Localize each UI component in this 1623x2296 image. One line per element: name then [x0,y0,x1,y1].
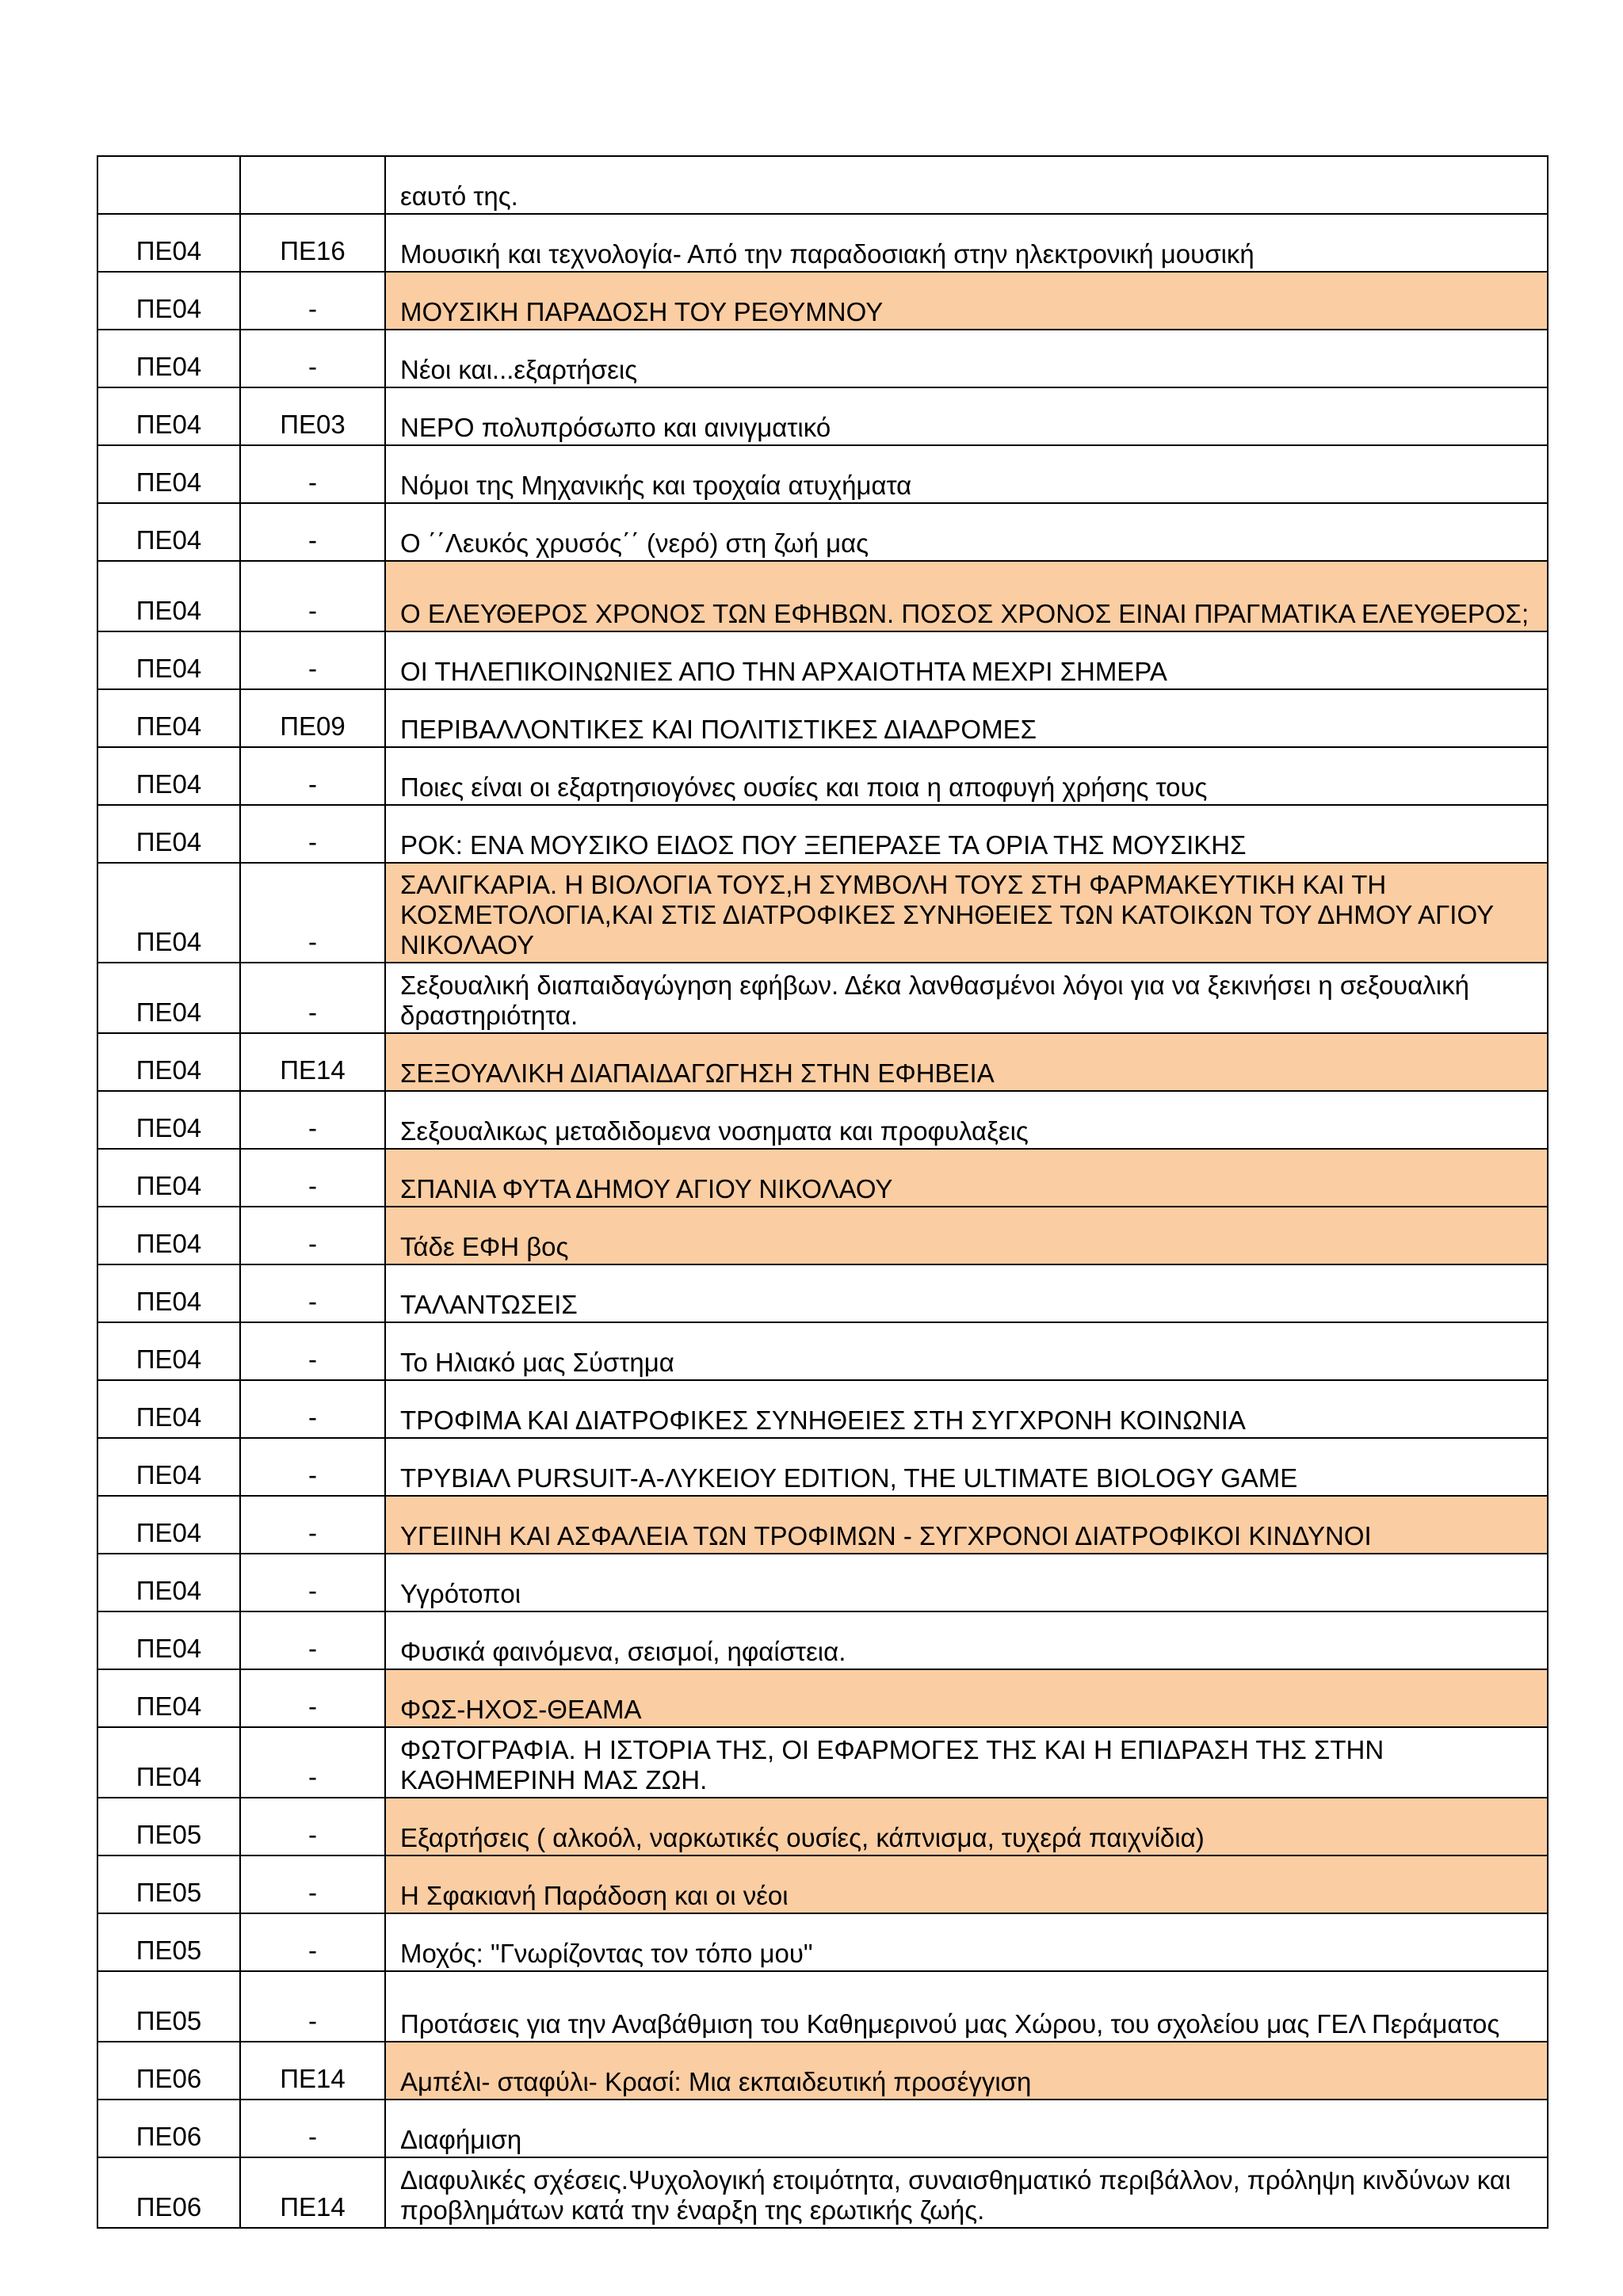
project-title-cell: Σεξουαλική διαπαιδαγώγηση εφήβων. Δέκα λανθασμένοι λόγοι για να ξεκινήσει η σεξουαλική δραστηριότητα. [385,963,1548,1033]
secondary-specialty-cell: - [240,963,385,1033]
project-title-cell: ΠΕΡΙΒΑΛΛΟΝΤΙΚΕΣ ΚΑΙ ΠΟΛΙΤΙΣΤΙΚΕΣ ΔΙΑΔΡΟΜΕΣ [385,689,1548,747]
table-row [97,1149,1548,1207]
secondary-specialty-cell: ΠΕ14 [240,1033,385,1091]
table-row [97,1091,1548,1149]
project-title-cell: ΤΑΛΑΝΤΩΣΕΙΣ [385,1264,1548,1322]
table-row [97,805,1548,863]
project-title-cell: Εξαρτήσεις ( αλκοόλ, ναρκωτικές ουσίες, κάπνισμα, τυχερά παιχνίδια) [385,1798,1548,1855]
secondary-specialty-cell: - [240,1554,385,1611]
secondary-specialty-cell: ΠΕ14 [240,2042,385,2100]
table-row [97,2157,1548,2228]
primary-specialty-cell: ΠΕ04 [97,1149,240,1207]
secondary-specialty-cell: - [240,1380,385,1438]
primary-specialty-cell: ΠΕ04 [97,503,240,561]
table-row [97,1496,1548,1554]
primary-specialty-cell: ΠΕ04 [97,747,240,805]
secondary-specialty-cell: - [240,1913,385,1971]
table-row [97,1554,1548,1611]
table-body [97,156,1548,2228]
table-row [97,1322,1548,1380]
table-row [97,863,1548,963]
table-row [97,631,1548,689]
project-title-cell: ΣΕΞΟΥΑΛΙΚΗ ΔΙΑΠΑΙΔΑΓΩΓΗΣΗ ΣΤΗΝ ΕΦΗΒΕΙΑ [385,1033,1548,1091]
project-title-cell: ΜΟΥΣΙΚΗ ΠΑΡΑΔΟΣΗ ΤΟΥ ΡΕΘΥΜΝΟΥ [385,272,1548,330]
secondary-specialty-cell: - [240,863,385,963]
secondary-specialty-cell: - [240,805,385,863]
table-row [97,156,1548,214]
table-row [97,387,1548,445]
secondary-specialty-cell: - [240,445,385,503]
primary-specialty-cell: ΠΕ04 [97,214,240,272]
project-title-cell: Το Ηλιακό μας Σύστημα [385,1322,1548,1380]
project-title-cell: Ποιες είναι οι εξαρτησιογόνες ουσίες και ποια η αποφυγή χρήσης τους [385,747,1548,805]
table-row [97,1438,1548,1496]
project-title-cell: ΝΕΡΟ πολυπρόσωπο και αινιγματικό [385,387,1548,445]
project-title-cell: ΦΩΤΟΓΡΑΦΙΑ. Η ΙΣΤΟΡΙΑ ΤΗΣ, ΟΙ ΕΦΑΡΜΟΓΕΣ ΤΗΣ ΚΑΙ Η ΕΠΙΔΡΑΣΗ ΤΗΣ ΣΤΗΝ ΚΑΘΗΜΕΡΙΝΗ ΜΑΣ ΖΩΗ. [385,1727,1548,1798]
project-title-cell: Τάδε ΕΦΗ βος [385,1207,1548,1264]
primary-specialty-cell: ΠΕ05 [97,1798,240,1855]
primary-specialty-cell: ΠΕ04 [97,1207,240,1264]
table-row [97,1207,1548,1264]
table-row [97,2100,1548,2157]
primary-specialty-cell: ΠΕ06 [97,2100,240,2157]
primary-specialty-cell: ΠΕ04 [97,1264,240,1322]
secondary-specialty-cell: - [240,1149,385,1207]
projects-table [97,155,1549,2229]
project-title-cell: Φυσικά φαινόμενα, σεισμοί, ηφαίστεια. [385,1611,1548,1669]
project-title-cell: εαυτό της. [385,156,1548,214]
table-row [97,1264,1548,1322]
primary-specialty-cell: ΠΕ04 [97,1611,240,1669]
secondary-specialty-cell: ΠΕ09 [240,689,385,747]
secondary-specialty-cell: ΠΕ03 [240,387,385,445]
table-row [97,689,1548,747]
project-title-cell: ΤΡΟΦΙΜΑ ΚΑΙ ΔΙΑΤΡΟΦΙΚΕΣ ΣΥΝΗΘΕΙΕΣ ΣΤΗ ΣΥΓΧΡΟΝΗ ΚΟΙΝΩΝΙΑ [385,1380,1548,1438]
project-title-cell: Ο ΕΛΕΥΘΕΡΟΣ ΧΡΟΝΟΣ ΤΩΝ ΕΦΗΒΩΝ. ΠΟΣΟΣ ΧΡΟΝΟΣ ΕΙΝΑΙ ΠΡΑΓΜΑΤΙΚΑ ΕΛΕΥΘΕΡΟΣ; [385,561,1548,631]
table-row [97,445,1548,503]
secondary-specialty-cell: - [240,631,385,689]
project-title-cell: Ο ΄΄Λευκός χρυσός΄΄ (νερό) στη ζωή μας [385,503,1548,561]
project-title-cell: ΟΙ ΤΗΛΕΠΙΚΟΙΝΩΝΙΕΣ ΑΠΟ ΤΗΝ ΑΡΧΑΙΟΤΗΤΑ ΜΕΧΡΙ ΣΗΜΕΡΑ [385,631,1548,689]
primary-specialty-cell: ΠΕ04 [97,272,240,330]
primary-specialty-cell: ΠΕ05 [97,1913,240,1971]
secondary-specialty-cell [240,156,385,214]
primary-specialty-cell: ΠΕ04 [97,805,240,863]
secondary-specialty-cell: - [240,747,385,805]
table-row [97,1913,1548,1971]
secondary-specialty-cell: - [240,1438,385,1496]
secondary-specialty-cell: - [240,1207,385,1264]
secondary-specialty-cell: - [240,1611,385,1669]
primary-specialty-cell: ΠΕ04 [97,387,240,445]
table-row [97,1033,1548,1091]
project-title-cell: ΡΟΚ: ΕΝΑ ΜΟΥΣΙΚΟ ΕΙΔΟΣ ΠΟΥ ΞΕΠΕΡΑΣΕ ΤΑ ΟΡΙΑ ΤΗΣ ΜΟΥΣΙΚΗΣ [385,805,1548,863]
secondary-specialty-cell: - [240,1669,385,1727]
primary-specialty-cell: ΠΕ04 [97,1554,240,1611]
primary-specialty-cell: ΠΕ04 [97,330,240,387]
project-title-cell: Υγρότοποι [385,1554,1548,1611]
table-row [97,1669,1548,1727]
secondary-specialty-cell: - [240,2100,385,2157]
project-title-cell: ΣΠΑΝΙΑ ΦΥΤΑ ΔΗΜΟΥ ΑΓΙΟΥ ΝΙΚΟΛΑΟΥ [385,1149,1548,1207]
primary-specialty-cell: ΠΕ04 [97,1669,240,1727]
primary-specialty-cell: ΠΕ04 [97,963,240,1033]
project-title-cell: Μοχός: "Γνωρίζοντας τον τόπο μου" [385,1913,1548,1971]
table-row [97,1727,1548,1798]
secondary-specialty-cell: - [240,1971,385,2042]
project-title-cell: Σεξουαλικως μεταδιδομενα νοσηματα και προφυλαξεις [385,1091,1548,1149]
primary-specialty-cell: ΠΕ04 [97,689,240,747]
table-row [97,963,1548,1033]
primary-specialty-cell: ΠΕ05 [97,1971,240,2042]
secondary-specialty-cell: - [240,1855,385,1913]
table-row [97,1380,1548,1438]
secondary-specialty-cell: - [240,1264,385,1322]
project-title-cell: ΣΑΛΙΓΚΑΡΙΑ. Η ΒΙΟΛΟΓΙΑ ΤΟΥΣ,Η ΣΥΜΒΟΛΗ ΤΟΥΣ ΣΤΗ ΦΑΡΜΑΚΕΥΤΙΚΗ ΚΑΙ ΤΗ ΚΟΣΜΕΤΟΛΟΓΙΑ,ΚΑΙ ΣΤΙΣ ΔΙΑΤΡΟΦΙΚΕΣ ΣΥΝΗΘΕΙΕΣ ΤΩΝ ΚΑΤΟΙΚΩΝ ΤΟΥ ΔΗΜΟΥ ΑΓΙΟΥ ΝΙΚΟΛΑΟΥ [385,863,1548,963]
secondary-specialty-cell: - [240,272,385,330]
primary-specialty-cell: ΠΕ05 [97,1855,240,1913]
project-title-cell: ΥΓΕΙΙΝΗ ΚΑΙ ΑΣΦΑΛΕΙΑ ΤΩΝ ΤΡΟΦΙΜΩΝ - ΣΥΓΧΡΟΝΟΙ ΔΙΑΤΡΟΦΙΚΟΙ ΚΙΝΔΥΝΟΙ [385,1496,1548,1554]
primary-specialty-cell: ΠΕ06 [97,2157,240,2228]
project-title-cell: Η Σφακιανή Παράδοση και οι νέοι [385,1855,1548,1913]
table-row [97,1855,1548,1913]
secondary-specialty-cell: - [240,330,385,387]
secondary-specialty-cell: - [240,1091,385,1149]
project-title-cell: Αμπέλι- σταφύλι- Κρασί: Μια εκπαιδευτική προσέγγιση [385,2042,1548,2100]
project-title-cell: Μουσική και τεχνολογία- Από την παραδοσιακή στην ηλεκτρονική μουσική [385,214,1548,272]
secondary-specialty-cell: ΠΕ14 [240,2157,385,2228]
primary-specialty-cell: ΠΕ06 [97,2042,240,2100]
project-title-cell: ΤΡΥΒΙΑΛ PURSUIT-Α-ΛΥΚΕΙΟΥ EDITION, THE ULTIMATE BIOLOGY GAME [385,1438,1548,1496]
table-row [97,1971,1548,2042]
secondary-specialty-cell: - [240,503,385,561]
secondary-specialty-cell: - [240,1727,385,1798]
primary-specialty-cell: ΠΕ04 [97,1091,240,1149]
primary-specialty-cell: ΠΕ04 [97,1496,240,1554]
secondary-specialty-cell: - [240,1798,385,1855]
primary-specialty-cell: ΠΕ04 [97,1322,240,1380]
primary-specialty-cell [97,156,240,214]
project-title-cell: Διαφυλικές σχέσεις.Ψυχολογική ετοιμότητα, συναισθηματικό περιβάλλον, πρόληψη κινδύνων και προβλημάτων κατά την έναρξη της ερωτικής ζωής. [385,2157,1548,2228]
primary-specialty-cell: ΠΕ04 [97,1438,240,1496]
project-title-cell: Προτάσεις για την Αναβάθμιση του Καθημερινού μας Χώρου, του σχολείου μας ΓΕΛ Περάματος [385,1971,1548,2042]
secondary-specialty-cell: - [240,1322,385,1380]
table-row [97,503,1548,561]
primary-specialty-cell: ΠΕ04 [97,631,240,689]
project-title-cell: Διαφήμιση [385,2100,1548,2157]
table-row [97,272,1548,330]
project-title-cell: Νέοι και...εξαρτήσεις [385,330,1548,387]
primary-specialty-cell: ΠΕ04 [97,1033,240,1091]
table-row [97,1611,1548,1669]
table-row [97,330,1548,387]
secondary-specialty-cell: - [240,561,385,631]
table-row [97,561,1548,631]
primary-specialty-cell: ΠΕ04 [97,1727,240,1798]
primary-specialty-cell: ΠΕ04 [97,863,240,963]
table-row [97,2042,1548,2100]
secondary-specialty-cell: ΠΕ16 [240,214,385,272]
secondary-specialty-cell: - [240,1496,385,1554]
table-row [97,214,1548,272]
primary-specialty-cell: ΠΕ04 [97,561,240,631]
primary-specialty-cell: ΠΕ04 [97,445,240,503]
table-row [97,1798,1548,1855]
project-title-cell: ΦΩΣ-ΗΧΟΣ-ΘΕΑΜΑ [385,1669,1548,1727]
primary-specialty-cell: ΠΕ04 [97,1380,240,1438]
project-title-cell: Νόμοι της Μηχανικής και τροχαία ατυχήματα [385,445,1548,503]
table-row [97,747,1548,805]
